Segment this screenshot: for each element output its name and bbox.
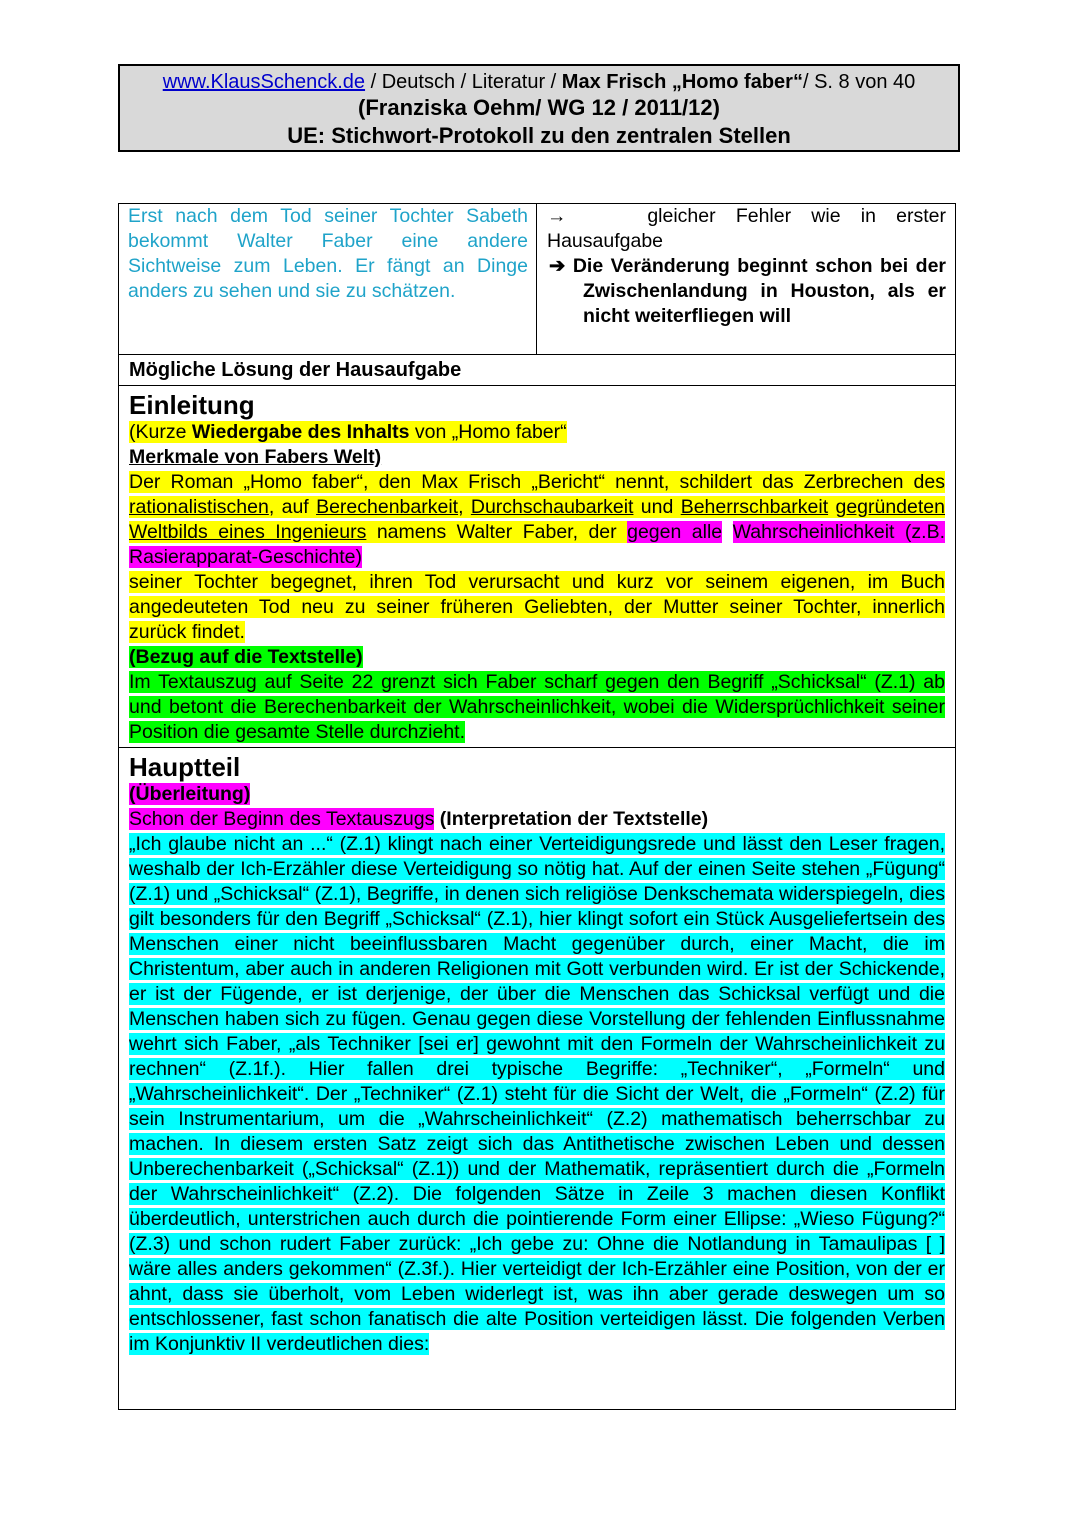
note-right-cell: [537, 204, 955, 354]
author-line: (Franziska Oehm/ WG 12 / 2011/12): [358, 95, 720, 120]
einleitung-heading: Einleitung: [129, 390, 255, 420]
bold-arrow-icon: ➔: [549, 255, 566, 277]
note-left-cell: [119, 204, 537, 354]
header-line-1: [120, 70, 958, 94]
einleitung-paragraph-3: Im Textauszug auf Seite 22 grenzt sich Faber scharf gegen den Begriff „Schicksal“ (Z.1) ab und betont die Berechenbarkeit der Wahrscheinlichkeit, wobei die Widersprüchlichkeit seiner Position die gesamte Stelle durchzieht.: [129, 671, 945, 743]
beginn-phrase: Schon der Beginn des Textauszugs: [129, 808, 435, 830]
note-right-line-2: [547, 254, 946, 329]
merkmale-line: Merkmale von Fabers Welt): [129, 446, 382, 468]
arrow-icon: →: [547, 205, 567, 227]
hauptteil-section: [119, 748, 955, 1408]
content-table: [118, 203, 956, 1410]
hauptteil-heading: Hauptteil: [129, 752, 241, 782]
note-right-text-1: gleicher Fehler wie in erster Hausaufgabe: [547, 205, 946, 252]
page-header: [118, 64, 960, 152]
einleitung-paragraph-1: Der Roman „Homo faber“, den Max Frisch „Bericht“ nennt, schildert das Zerbrechen des rationalistischen, auf Berechenbarkeit, Durchschaubarkeit und Beherrschbarkeit gegründeten Weltbilds eines Ingenieurs namens Walter Faber, der gegen alle Wahrscheinlichkeit (z.B. Rasierapparat-Geschichte): [129, 471, 946, 568]
document-title: UE: Stichwort-Protokoll zu den zentralen Stellen: [287, 123, 791, 148]
note-left-text: Erst nach dem Tod seiner Tochter Sabeth bekommt Walter Faber eine andere Sichtweise zum Leben. Er fängt an Dinge anders zu sehen und sie zu schätzen.: [128, 205, 528, 302]
site-link[interactable]: www.KlausSchenck.de: [162, 71, 366, 93]
interpretation-label: (Interpretation der Textstelle): [434, 808, 709, 830]
einleitung-paragraph-2: seiner Tochter begegnet, ihren Tod verursacht und kurz vor seinem eigenen, im Buch angedeuteten Tod neu zu seiner früheren Geliebten, der Mutter seiner Tochter, innerlich zurück findet.: [129, 571, 945, 643]
note-right-text-2: Die Veränderung beginnt schon bei der Zwischenlandung in Houston, als er nicht weiterfliegen will: [572, 255, 946, 327]
bezug-label: (Bezug auf die Textstelle): [129, 646, 363, 668]
intro-line: (Kurze Wiedergabe des Inhalts von „Homo faber“: [129, 421, 567, 443]
hauptteil-paragraph: „Ich glaube nicht an ...“ (Z.1) klingt nach einer Verteidigungsrede und lässt den Leser fragen, weshalb der Ich-Erzähler diese Verteidigung so nötig hat. Auf der einen Seite stehen „Fügung“ (Z.1) und „Schicksal“ (Z.1), Begriffe, in denen sich religiöse Denkschemata widerspiegeln, dies gilt besonders für den Begriff „Schicksal“ (Z.1), hier klingt sofort ein Stück Ausgeliefertsein des Menschen einer nicht beeinflussbaren Macht gegenüber durch, einer Macht, die im Christentum, aber auch in anderen Religionen mit Gott verbunden wird. Er ist der Schickende, er ist der Fügende, er ist derjenige, der über die Menschen das Schicksal verfügt und die Menschen haben sich zu fügen. Genau gegen diese Vorstellung der fehlenden Einflussnahme wehrt sich Faber, „als Techniker [sei er] gewohnt mit den Formeln der Wahrscheinlichkeit zu rechnen“ (Z.1f.). Hier fallen drei typische Begriffe: „Techniker“, „Formeln“ und „Wahrscheinlichkeit“. Der „Techniker“ (Z.1) steht für die Sicht der Welt, die „Formeln“ (Z.2) für sein Instrumentarium, um die „Wahrscheinlichkeit“ (Z.2) mathematisch beherrschbar zu machen. In diesem ersten Satz zeigt sich das Antithetische zwischen Leben und dessen Unberechenbarkeit („Schicksal“ (Z.1)) und der Mathematik, repräsentiert durch die „Formeln der Wahrscheinlichkeit“ (Z.2). Die folgenden Sätze in Zeile 3 machen diesen Konflikt überdeutlich, unterstrichen auch durch die pointierende Form einer Ellipse: „Wieso Fügung?“ (Z.3) und schon rudert Faber zurück: „Ich gebe zu: Ohne die Notlandung in Tamaulipas [ ] wäre alles anders gekommen“ (Z.3f.). Hier verteidigt der Ich-Erzähler eine Position, von der er ahnt, dass sie überholt, vom Leben widerlegt ist, was ihn aber gerade deswegen um so entschlossener, fast schon fanatisch die alte Position verteidigen lässt. Die folgenden Verben im Konjunktiv II verdeutlichen dies:: [129, 833, 945, 1355]
einleitung-section: [119, 386, 955, 748]
work-title: Max Frisch „Homo faber“: [561, 71, 803, 93]
solution-label: Mögliche Lösung der Hausaufgabe: [129, 359, 462, 381]
note-right-line-1: [547, 204, 946, 254]
hauptteil-body: [119, 782, 955, 1357]
page-number: / S. 8 von 40: [802, 71, 916, 93]
einleitung-body: [119, 420, 955, 745]
ueberleitung-label: (Überleitung): [129, 783, 251, 805]
solution-label-row: [119, 354, 955, 386]
breadcrumb: / Deutsch / Literatur /: [365, 71, 562, 93]
